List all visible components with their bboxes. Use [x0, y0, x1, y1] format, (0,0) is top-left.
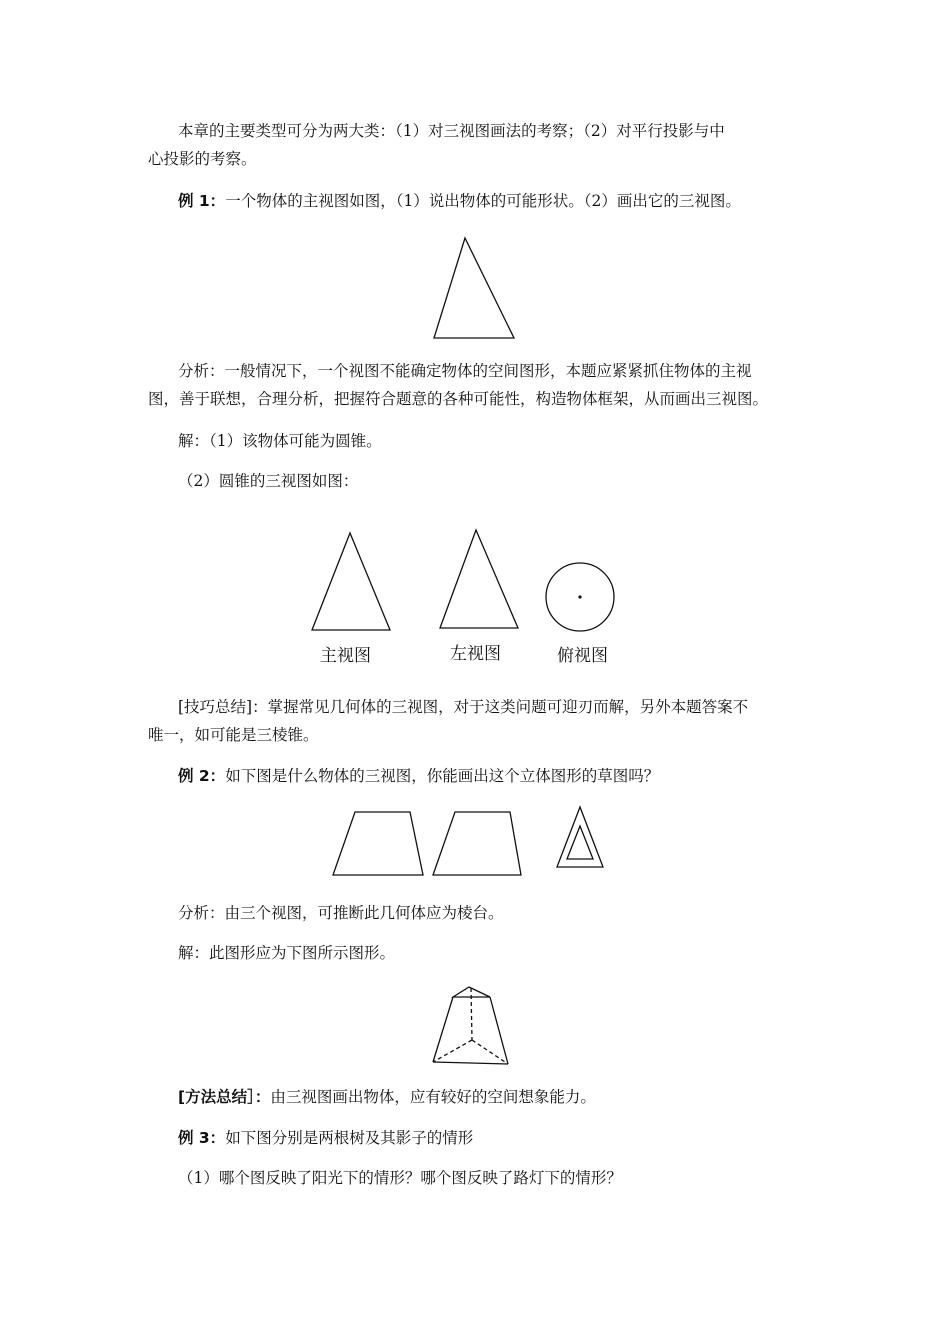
example-1-analysis-line-2: 图，善于联想，合理分析，把握符合题意的各种可能性，构造物体框架，从而画出三视图。 — [148, 390, 769, 408]
frustum-hidden-back-edge — [471, 988, 472, 1040]
example-2-text: 如下图是什么物体的三视图，你能画出这个立体图形的草图吗？ — [225, 767, 660, 785]
method-summary-label: [方法总结］： — [178, 1088, 271, 1106]
example-3-label: 例 3： — [178, 1129, 226, 1147]
example-3-question-1: （1）哪个图反映了阳光下的情形？哪个图反映了路灯下的情形？ — [178, 1169, 622, 1187]
tip-summary-line-1: [技巧总结]：掌握常见几何体的三视图，对于这类问题可迎刃而解，另外本题答案不 — [178, 698, 749, 716]
caption-top-view: 俯视图 — [557, 646, 608, 666]
method-summary-text: 由三视图画出物体，应有较好的空间想象能力。 — [270, 1088, 596, 1106]
caption-front-view: 主视图 — [320, 646, 371, 666]
caption-left-view: 左视图 — [450, 644, 501, 664]
frustum-edge-left-front — [433, 997, 453, 1062]
example-3-text: 如下图分别是两根树及其影子的情形 — [225, 1129, 474, 1147]
example-1-solution-1: 解：（1）该物体可能为圆锥。 — [178, 432, 382, 450]
example-3-prompt — [178, 1127, 473, 1149]
tip-summary-line-2: 唯一，如可能是三棱锥。 — [148, 726, 319, 744]
example-1-label: 例 1： — [178, 192, 226, 210]
intro-line-1: 本章的主要类型可分为两大类：（1）对三视图画法的考察；（2）对平行投影与中 — [178, 122, 725, 140]
example-2-solution: 解：此图形应为下图所示图形。 — [178, 944, 396, 962]
intro-line-2: 心投影的考察。 — [148, 150, 257, 168]
example-2-analysis: 分析：由三个视图，可推断此几何体应为棱台。 — [178, 904, 504, 922]
frustum-bottom-edge — [433, 1062, 508, 1064]
method-summary — [178, 1086, 596, 1108]
example-1-solution-2: （2）圆锥的三视图如图： — [178, 472, 359, 490]
example-1-text: 一个物体的主视图如图，（1）说出物体的可能形状。（2）画出它的三视图。 — [225, 192, 741, 210]
example-2-label: 例 2： — [178, 767, 226, 785]
example-1-analysis-line-1: 分析：一般情况下，一个视图不能确定物体的空间图形，本题应紧紧抓住物体的主视 — [178, 362, 752, 380]
